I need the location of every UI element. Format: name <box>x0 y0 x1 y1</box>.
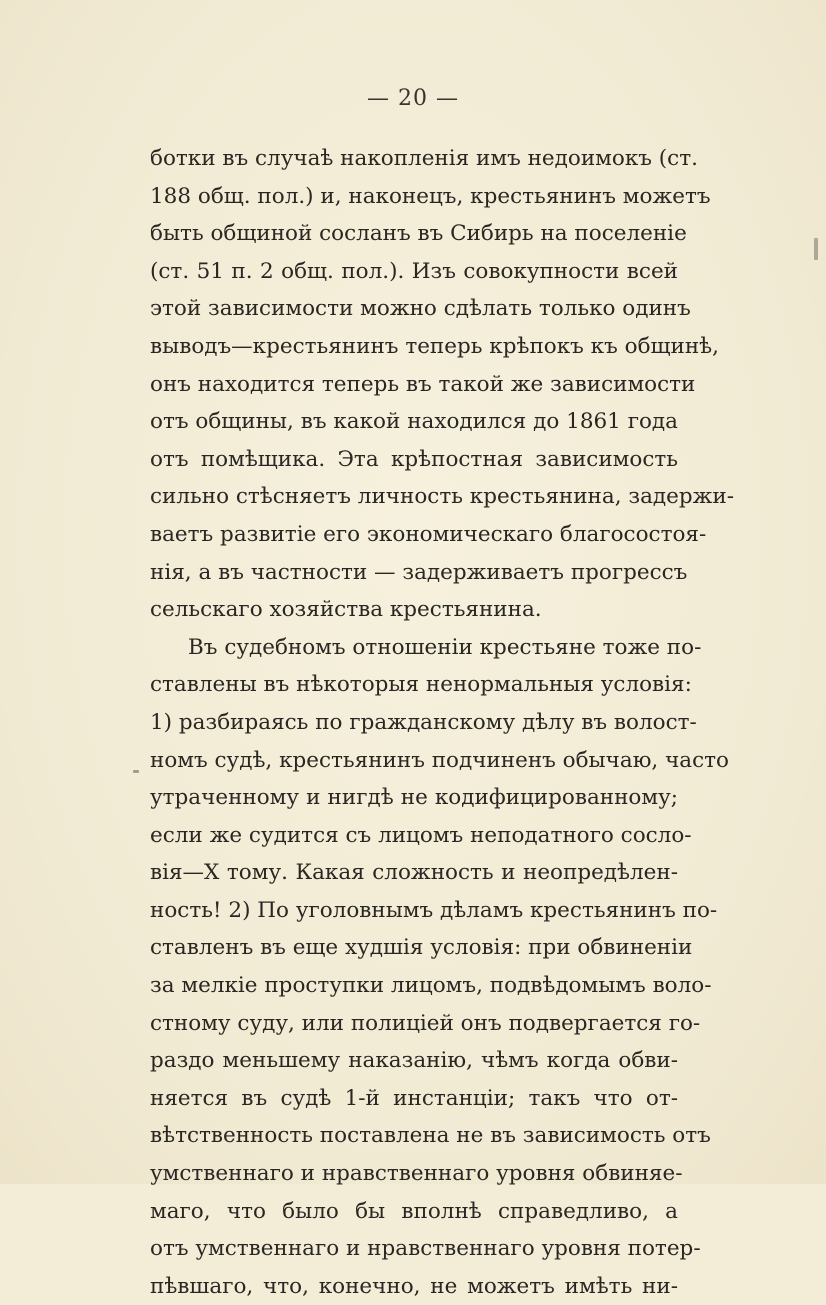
text-line: сильно стѣсняетъ личность крестьянина, задержи- <box>150 484 735 510</box>
text-line: утраченному и нигдѣ не кодифицированному; <box>150 785 678 811</box>
text-line: этой зависимости можно сдѣлать только одинъ <box>150 296 691 322</box>
text-line: за мелкіе проступки лицомъ, подвѣдомымъ воло- <box>150 973 712 999</box>
text-line: ваетъ развитіе его экономическаго благосостоя- <box>150 521 707 547</box>
text-line: если же судится съ лицомъ неподатного сосло- <box>150 822 692 848</box>
text-line: ботки въ случаѣ накопленія имъ недоимокъ (ст. <box>150 146 698 171</box>
text-line: выводъ—крестьянинъ теперь крѣпокъ къ общинѣ, <box>150 333 719 359</box>
text-line: няется въ судѣ 1-й инстанціи; такъ что от- <box>150 1085 678 1111</box>
text-line: Въ судебномъ отношеніи крестьяне тоже по- <box>188 634 702 660</box>
text-line: раздо меньшему наказанію, чѣмъ когда обви- <box>150 1048 678 1074</box>
text-line: номъ судѣ, крестьянинъ подчиненъ обычаю, часто <box>150 747 729 773</box>
text-line: вія—X тому. Какая сложность и неопредѣлен- <box>150 860 678 886</box>
text-line: ставленъ въ еще худшія условія: при обвиненіи <box>150 935 693 961</box>
body-text <box>150 140 735 1305</box>
text-line: умственнаго и нравственнаго уровня обвиняе- <box>150 1161 683 1187</box>
text-line: (ст. 51 п. 2 общ. пол.). Изъ совокупности всей <box>150 258 678 284</box>
text-line: стному суду, или полиціей онъ подвергается го- <box>150 1010 701 1036</box>
page-number: — 20 — <box>367 86 459 111</box>
text-line: маго, что было бы вполнѣ справедливо, а <box>150 1198 678 1224</box>
text-line: онъ находится теперь въ такой же зависимости <box>150 371 696 397</box>
text-line: сельскаго хозяйства крестьянина. <box>150 597 542 623</box>
text-line: вѣтственность поставлена не въ зависимость отъ <box>150 1123 711 1149</box>
text-line: 1) разбираясь по гражданскому дѣлу въ волост- <box>150 709 697 735</box>
text-line: пѣвшаго, что, конечно, не можетъ имѣть ни- <box>150 1273 678 1299</box>
text-line: 188 общ. пол.) и, наконецъ, крестьянинъ можетъ <box>150 183 711 209</box>
scan-speck <box>133 770 139 773</box>
scan-speck <box>814 238 818 260</box>
text-line: отъ общины, въ какой находился до 1861 года <box>150 409 678 435</box>
text-line: отъ умственнаго и нравственнаго уровня потер- <box>150 1236 701 1262</box>
text-line: быть общиной сосланъ въ Сибирь на поселеніе <box>150 221 687 247</box>
text-line: ставлены въ нѣкоторыя ненормальныя условія: <box>150 672 692 698</box>
text-line: отъ помѣщика. Эта крѣпостная зависимость <box>150 446 678 472</box>
text-line: ность! 2) По уголовнымъ дѣламъ крестьянинъ по- <box>150 897 718 923</box>
text-line: нія, а въ частности — задерживаетъ прогрессъ <box>150 559 688 585</box>
